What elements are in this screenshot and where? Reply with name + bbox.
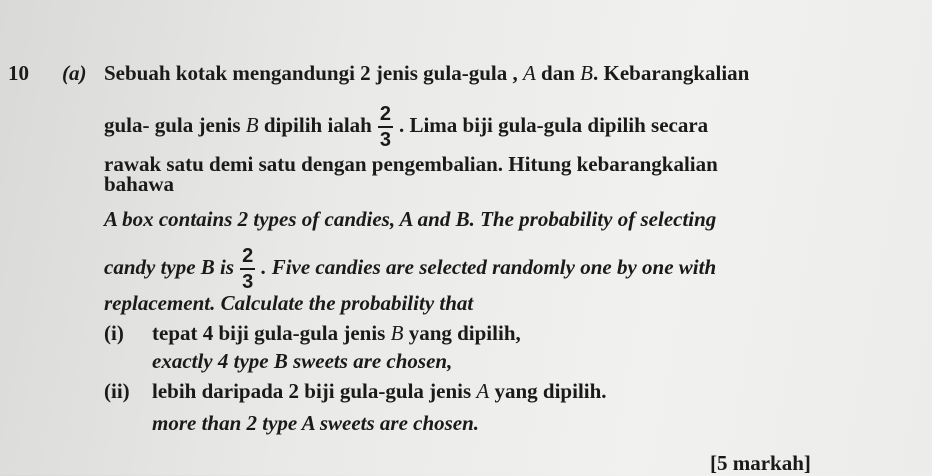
- variable-b: B: [580, 61, 593, 85]
- part-i-malay-start: tepat 4 biji gula-gula jenis: [152, 321, 391, 345]
- question-part-label: [62, 60, 87, 86]
- english-line-2-start: candy type B is: [104, 254, 235, 279]
- part-ii-english: more than 2 type A sweets are chosen.: [152, 411, 480, 435]
- malay-line-2: [104, 104, 708, 150]
- english-line-2: [104, 246, 716, 292]
- variable-b: B: [245, 112, 259, 137]
- malay-line-2-start: gula- gula jenis: [104, 112, 246, 137]
- part-ii-malay: [152, 378, 607, 404]
- malay-line-2-end: . Lima biji gula-gula dipilih secara: [398, 112, 709, 137]
- part-label-text: (a): [62, 61, 87, 85]
- fraction-numerator: 2: [378, 104, 393, 128]
- fraction-numerator: 2: [240, 246, 255, 270]
- variable-a: A: [522, 61, 536, 85]
- malay-and: dan: [535, 61, 581, 85]
- part-ii-malay-end: yang dipilih.: [489, 379, 607, 403]
- malay-line-1-end: . Kebarangkalian: [592, 61, 750, 85]
- part-ii-label: (ii): [104, 379, 130, 403]
- question-number: 10: [8, 61, 29, 85]
- part-i-malay-end: yang dipilih,: [403, 321, 521, 345]
- fraction-two-thirds: [378, 104, 393, 150]
- english-line-2-end: . Five candies are selected randomly one by one with: [261, 254, 717, 279]
- fraction-two-thirds-english: [240, 246, 255, 292]
- part-i-english: exactly 4 type B sweets are chosen,: [152, 349, 453, 373]
- fraction-denominator: 3: [242, 271, 254, 293]
- part-i-malay: [152, 320, 521, 346]
- malay-line-4: bahawa: [104, 172, 175, 196]
- malay-line-1-text: Sebuah kotak mengandungi 2 jenis gula-gula ,: [104, 61, 523, 85]
- variable-b: B: [390, 321, 404, 345]
- english-line-3: replacement. Calculate the probability that: [104, 291, 474, 315]
- malay-line-1: [104, 60, 749, 86]
- english-line-1: A box contains 2 types of candies, A and B. The probability of selecting: [104, 207, 717, 231]
- malay-line-2-mid: dipilih ialah: [258, 112, 372, 137]
- part-ii-malay-start: lebih daripada 2 biji gula-gula jenis: [152, 379, 477, 403]
- variable-a: A: [476, 379, 490, 403]
- marks-label: [5 markah]: [710, 451, 811, 475]
- malay-line-3: rawak satu demi satu dengan pengembalian. Hitung kebarangkalian: [104, 152, 718, 176]
- part-i-label: (i): [104, 321, 124, 345]
- fraction-denominator: 3: [379, 129, 391, 151]
